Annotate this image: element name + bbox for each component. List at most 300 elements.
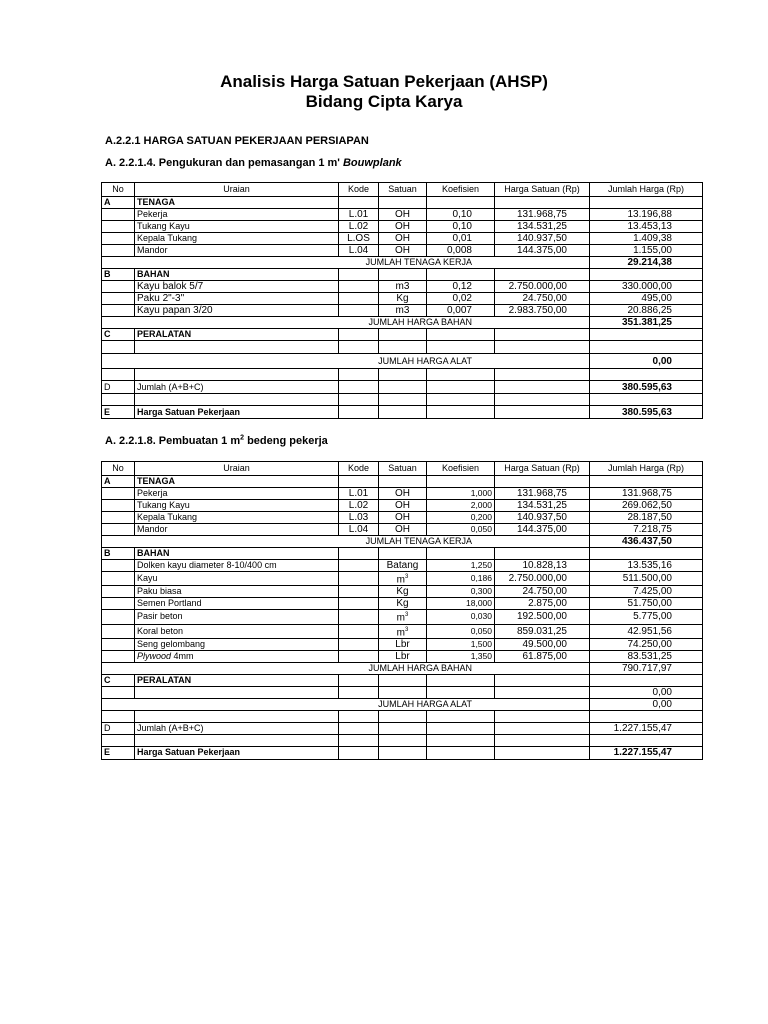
group-label: BAHAN: [135, 548, 339, 560]
jumlah-cell: 74.250,00: [590, 638, 703, 650]
koefisien-cell: 2,000: [427, 500, 495, 512]
harga-cell: 24.750,00: [495, 586, 590, 598]
empty-cell: [427, 341, 495, 354]
koefisien-cell: 0,01: [427, 233, 495, 245]
group-no: B: [102, 548, 135, 560]
table2-body: [102, 462, 703, 760]
group-label: BAHAN: [135, 269, 339, 281]
empty-cell: [339, 710, 379, 722]
empty-cell: [495, 381, 590, 394]
empty-cell: [379, 329, 427, 341]
kode-cell: L.04: [339, 524, 379, 536]
harga-cell: 10.828,13: [495, 560, 590, 572]
empty-cell: [379, 722, 427, 734]
col-kode-header: Kode: [339, 183, 379, 197]
group-label: TENAGA: [135, 476, 339, 488]
empty-cell: [495, 197, 590, 209]
group-label: Jumlah (A+B+C): [135, 722, 339, 734]
kode-cell: [339, 624, 379, 638]
total-value: 1.227.155,47: [590, 722, 703, 734]
total-value: 380.595,63: [590, 381, 703, 394]
kode-cell: L.01: [339, 488, 379, 500]
subtotal-value: 0,00: [590, 698, 703, 710]
koefisien-cell: 1,350: [427, 650, 495, 662]
table-row: [102, 686, 703, 698]
empty-cell: [339, 369, 379, 381]
group-no: D: [102, 722, 135, 734]
uraian-cell: Seng gelombang: [135, 638, 339, 650]
table-row: [102, 488, 703, 500]
empty-cell: [427, 406, 495, 419]
table-row: [102, 500, 703, 512]
satuan-text: Lbr: [395, 650, 410, 662]
col-no-header: No: [102, 183, 135, 197]
empty-cell: [102, 698, 135, 710]
total-value: 1.227.155,47: [590, 746, 703, 759]
col-satuan-header: Satuan: [379, 462, 427, 476]
satuan-text: Kg: [396, 293, 409, 304]
kode-cell: [339, 560, 379, 572]
table-row: [102, 572, 703, 586]
empty-cell: [339, 197, 379, 209]
harga-cell: 134.531,25: [495, 221, 590, 233]
no-cell: [102, 638, 135, 650]
empty-cell: [495, 710, 590, 722]
ahsp-table-bedeng: [101, 461, 703, 760]
empty-cell: [495, 341, 590, 354]
empty-cell: [495, 369, 590, 381]
jumlah-cell: 495,00: [590, 293, 703, 305]
satuan-cell: [379, 650, 427, 662]
table-row: [102, 281, 703, 293]
group-no: C: [102, 329, 135, 341]
no-cell: [102, 598, 135, 610]
satuan-sup: 3: [405, 612, 409, 619]
uraian-cell: Semen Portland: [135, 598, 339, 610]
harga-cell: 134.531,25: [495, 500, 590, 512]
subtotal-value: 436.437,50: [590, 536, 703, 548]
jumlah-cell: 7.218,75: [590, 524, 703, 536]
empty-cell: [379, 394, 427, 406]
no-cell: [102, 221, 135, 233]
koefisien-cell: 0,007: [427, 305, 495, 317]
empty-cell: [102, 734, 135, 746]
jumlah-cell: 1.409,38: [590, 233, 703, 245]
kode-cell: [339, 281, 379, 293]
uraian-cell: Tukang Kayu: [135, 221, 339, 233]
satuan-text: m3: [395, 305, 410, 316]
empty-cell: [102, 536, 135, 548]
kode-cell: [339, 638, 379, 650]
subtotal-row-tenaga: [102, 257, 703, 269]
satuan-cell: [379, 610, 427, 624]
empty-cell: [102, 317, 135, 329]
no-cell: [102, 610, 135, 624]
uraian-cell: Mandor: [135, 524, 339, 536]
jumlah-cell: 51.750,00: [590, 598, 703, 610]
satuan-cell: OH: [379, 500, 427, 512]
empty-row: [102, 394, 703, 406]
empty-cell: [102, 369, 135, 381]
uraian-cell: Kepala Tukang: [135, 512, 339, 524]
empty-cell: [427, 734, 495, 746]
kode-cell: L.02: [339, 221, 379, 233]
total-row-d: [102, 381, 703, 394]
page-title: Analisis Harga Satuan Pekerjaan (AHSP): [220, 72, 548, 91]
table-header-row: [102, 462, 703, 476]
satuan-cell: OH: [379, 512, 427, 524]
group-no: E: [102, 746, 135, 759]
harga-cell: 144.375,00: [495, 245, 590, 257]
jumlah-cell: 13.196,88: [590, 209, 703, 221]
satuan-cell: OH: [379, 221, 427, 233]
kode-cell: L.03: [339, 512, 379, 524]
table1-body: [102, 183, 703, 419]
empty-cell: [590, 394, 703, 406]
empty-cell: [379, 341, 427, 354]
table-header-row: [102, 183, 703, 197]
satuan-text: Kg: [396, 586, 409, 598]
satuan-text: m: [396, 574, 405, 586]
koefisien-cell: 18,000: [427, 598, 495, 610]
kode-cell: L.OS: [339, 233, 379, 245]
col-jumlah-harga-header: Jumlah Harga (Rp): [590, 183, 703, 197]
empty-cell: [495, 394, 590, 406]
empty-cell: [379, 381, 427, 394]
empty-cell: [339, 381, 379, 394]
group-label: Harga Satuan Pekerjaan: [135, 746, 339, 759]
subtotal-row-bahan: [102, 662, 703, 674]
koefisien-cell: 0,030: [427, 610, 495, 624]
harga-cell: 140.937,50: [495, 512, 590, 524]
group-no: C: [102, 674, 135, 686]
table2-heading-suffix: bedeng pekerja: [244, 435, 328, 447]
group-no: A: [102, 476, 135, 488]
uraian-cell: Kayu papan 3/20: [135, 305, 339, 317]
empty-cell: [102, 394, 135, 406]
subtotal-value: 790.717,97: [590, 662, 703, 674]
satuan-text: m: [396, 626, 405, 638]
no-cell: [102, 572, 135, 586]
empty-cell: [339, 674, 379, 686]
empty-cell: [590, 734, 703, 746]
empty-cell: [135, 686, 339, 698]
satuan-sup: 3: [405, 626, 409, 633]
satuan-cell: [379, 572, 427, 586]
empty-cell: [495, 476, 590, 488]
group-row-bahan: [102, 548, 703, 560]
jumlah-cell: 269.062,50: [590, 500, 703, 512]
uraian-cell: Pasir beton: [135, 610, 339, 624]
table-row: [102, 221, 703, 233]
subtotal-value: 351.381,25: [590, 317, 703, 329]
group-row-tenaga: [102, 197, 703, 209]
table1-heading-italic: Bouwplank: [342, 157, 402, 169]
empty-cell: [495, 746, 590, 759]
harga-cell: 49.500,00: [495, 638, 590, 650]
kode-cell: [339, 586, 379, 598]
col-satuan-header: Satuan: [379, 183, 427, 197]
harga-cell: 144.375,00: [495, 524, 590, 536]
koefisien-cell: 1,250: [427, 560, 495, 572]
koefisien-cell: 0,02: [427, 293, 495, 305]
satuan-cell: OH: [379, 488, 427, 500]
col-uraian-header: Uraian: [135, 462, 339, 476]
koefisien-cell: 0,008: [427, 245, 495, 257]
satuan-cell: OH: [379, 524, 427, 536]
no-cell: [102, 512, 135, 524]
subtotal-row-alat: [102, 354, 703, 369]
kode-cell: L.04: [339, 245, 379, 257]
no-cell: [102, 650, 135, 662]
page-subtitle: Bidang Cipta Karya: [305, 92, 463, 111]
group-no: B: [102, 269, 135, 281]
harga-cell: 131.968,75: [495, 209, 590, 221]
empty-cell: [427, 381, 495, 394]
no-cell: [102, 245, 135, 257]
harga-cell: 61.875,00: [495, 650, 590, 662]
satuan-cell: [379, 624, 427, 638]
empty-cell: [495, 317, 590, 329]
empty-cell: [339, 746, 379, 759]
group-no: A: [102, 197, 135, 209]
empty-cell: [590, 369, 703, 381]
satuan-cell: OH: [379, 233, 427, 245]
no-cell: [102, 293, 135, 305]
table-row: [102, 524, 703, 536]
alat-value: 0,00: [590, 686, 703, 698]
empty-cell: [427, 369, 495, 381]
table-row: [102, 233, 703, 245]
empty-cell: [495, 354, 590, 369]
subtotal-value: 29.214,38: [590, 257, 703, 269]
subtotal-label: JUMLAH HARGA ALAT: [135, 698, 495, 710]
harga-cell: 140.937,50: [495, 233, 590, 245]
koefisien-cell: 1,000: [427, 488, 495, 500]
uraian-cell: Tukang Kayu: [135, 500, 339, 512]
table-row: [102, 293, 703, 305]
harga-cell: 131.968,75: [495, 488, 590, 500]
harga-cell: 2.750.000,00: [495, 572, 590, 586]
satuan-cell: [379, 281, 427, 293]
satuan-text: Lbr: [395, 638, 410, 650]
col-harga-satuan-header: Harga Satuan (Rp): [495, 183, 590, 197]
empty-cell: [102, 662, 135, 674]
group-row-peralatan: [102, 674, 703, 686]
jumlah-cell: 28.187,50: [590, 512, 703, 524]
col-harga-satuan-header: Harga Satuan (Rp): [495, 462, 590, 476]
empty-cell: [379, 734, 427, 746]
table-row: [102, 586, 703, 598]
empty-cell: [339, 341, 379, 354]
satuan-cell: [379, 586, 427, 598]
empty-cell: [135, 394, 339, 406]
jumlah-cell: 511.500,00: [590, 572, 703, 586]
group-label: Jumlah (A+B+C): [135, 381, 339, 394]
jumlah-cell: 131.968,75: [590, 488, 703, 500]
subtotal-label: JUMLAH TENAGA KERJA: [135, 536, 495, 548]
empty-cell: [339, 686, 379, 698]
no-cell: [102, 524, 135, 536]
ahsp-table-bouwplank: [101, 182, 703, 419]
col-kode-header: Kode: [339, 462, 379, 476]
subtotal-label: JUMLAH HARGA ALAT: [135, 354, 495, 369]
group-label: Harga Satuan Pekerjaan: [135, 406, 339, 419]
empty-cell: [495, 269, 590, 281]
jumlah-cell: 5.775,00: [590, 610, 703, 624]
subtotal-row-bahan: [102, 317, 703, 329]
empty-cell: [135, 369, 339, 381]
jumlah-cell: 7.425,00: [590, 586, 703, 598]
empty-cell: [495, 698, 590, 710]
satuan-sup: 3: [405, 574, 409, 580]
uraian-cell: Dolken kayu diameter 8-10/400 cm: [135, 560, 339, 572]
kode-cell: [339, 293, 379, 305]
uraian-cell: Mandor: [135, 245, 339, 257]
jumlah-cell: 13.453,13: [590, 221, 703, 233]
jumlah-cell: 330.000,00: [590, 281, 703, 293]
empty-cell: [590, 329, 703, 341]
empty-cell: [427, 197, 495, 209]
empty-cell: [427, 476, 495, 488]
col-no-header: No: [102, 462, 135, 476]
table1-heading-text: A. 2.2.1.4. Pengukuran dan pemasangan 1 m': [105, 157, 343, 169]
kode-cell: [339, 598, 379, 610]
empty-cell: [427, 329, 495, 341]
harga-cell: 24.750,00: [495, 293, 590, 305]
empty-cell: [427, 269, 495, 281]
jumlah-cell: 42.951,56: [590, 624, 703, 638]
empty-cell: [495, 734, 590, 746]
empty-cell: [135, 341, 339, 354]
kode-cell: [339, 305, 379, 317]
table2-heading: [105, 435, 328, 447]
empty-cell: [102, 354, 135, 369]
empty-cell: [495, 406, 590, 419]
empty-cell: [495, 686, 590, 698]
empty-cell: [102, 257, 135, 269]
empty-cell: [427, 722, 495, 734]
jumlah-cell: 20.886,25: [590, 305, 703, 317]
empty-cell: [427, 548, 495, 560]
uraian-cell: Kepala Tukang: [135, 233, 339, 245]
empty-cell: [379, 197, 427, 209]
satuan-cell: OH: [379, 245, 427, 257]
no-cell: [102, 305, 135, 317]
empty-cell: [379, 269, 427, 281]
harga-cell: 192.500,00: [495, 610, 590, 624]
empty-cell: [339, 734, 379, 746]
empty-cell: [495, 674, 590, 686]
no-cell: [102, 500, 135, 512]
satuan-cell: [379, 293, 427, 305]
empty-cell: [427, 394, 495, 406]
uraian-suffix: 4mm: [171, 650, 194, 661]
table-row: [102, 624, 703, 638]
empty-cell: [590, 341, 703, 354]
empty-cell: [102, 710, 135, 722]
subtotal-label: JUMLAH TENAGA KERJA: [135, 257, 495, 269]
uraian-cell: Koral beton: [135, 624, 339, 638]
group-no: E: [102, 406, 135, 419]
satuan-cell: [379, 305, 427, 317]
empty-cell: [590, 710, 703, 722]
harga-cell: 2.983.750,00: [495, 305, 590, 317]
uraian-cell: Paku biasa: [135, 586, 339, 598]
no-cell: [102, 488, 135, 500]
empty-cell: [339, 476, 379, 488]
col-koefisien-header: Koefisien: [427, 462, 495, 476]
empty-cell: [495, 536, 590, 548]
total-row-e: [102, 746, 703, 759]
table-row: [102, 560, 703, 572]
subtotal-row-alat: [102, 698, 703, 710]
uraian-italic: Plywood: [137, 650, 172, 661]
table-row: [102, 610, 703, 624]
empty-cell: [339, 722, 379, 734]
empty-cell: [427, 746, 495, 759]
empty-row: [102, 734, 703, 746]
empty-cell: [590, 548, 703, 560]
empty-cell: [590, 476, 703, 488]
col-koefisien-header: Koefisien: [427, 183, 495, 197]
uraian-cell: Kayu: [135, 572, 339, 586]
subtotal-value: 0,00: [590, 354, 703, 369]
total-row-d: [102, 722, 703, 734]
uraian-cell: Paku 2"-3": [135, 293, 339, 305]
group-row-bahan: [102, 269, 703, 281]
group-no: D: [102, 381, 135, 394]
subtotal-row-tenaga: [102, 536, 703, 548]
uraian-cell: Pekerja: [135, 209, 339, 221]
jumlah-cell: 1.155,00: [590, 245, 703, 257]
col-uraian-header: Uraian: [135, 183, 339, 197]
empty-cell: [102, 341, 135, 354]
table-row: [102, 305, 703, 317]
empty-cell: [590, 674, 703, 686]
table-row: [102, 512, 703, 524]
empty-cell: [102, 686, 135, 698]
empty-cell: [339, 329, 379, 341]
koefisien-cell: 0,300: [427, 586, 495, 598]
koefisien-cell: 0,10: [427, 209, 495, 221]
jumlah-cell: 83.531,25: [590, 650, 703, 662]
section-heading: A.2.2.1 HARGA SATUAN PEKERJAAN PERSIAPAN: [105, 135, 369, 147]
uraian-cell: Pekerja: [135, 488, 339, 500]
satuan-cell: [379, 598, 427, 610]
empty-cell: [590, 269, 703, 281]
table-row: [102, 598, 703, 610]
kode-cell: L.02: [339, 500, 379, 512]
table-row: [102, 650, 703, 662]
group-label: PERALATAN: [135, 674, 339, 686]
no-cell: [102, 624, 135, 638]
harga-cell: 859.031,25: [495, 624, 590, 638]
group-label: TENAGA: [135, 197, 339, 209]
kode-cell: [339, 610, 379, 624]
empty-row: [102, 369, 703, 381]
empty-cell: [379, 548, 427, 560]
satuan-text: Batang: [386, 560, 419, 571]
koefisien-cell: 0,10: [427, 221, 495, 233]
uraian-cell: Kayu balok 5/7: [135, 281, 339, 293]
empty-cell: [379, 476, 427, 488]
satuan-text: Kg: [396, 598, 409, 610]
empty-cell: [379, 406, 427, 419]
empty-row: [102, 341, 703, 354]
empty-cell: [495, 662, 590, 674]
empty-cell: [135, 734, 339, 746]
